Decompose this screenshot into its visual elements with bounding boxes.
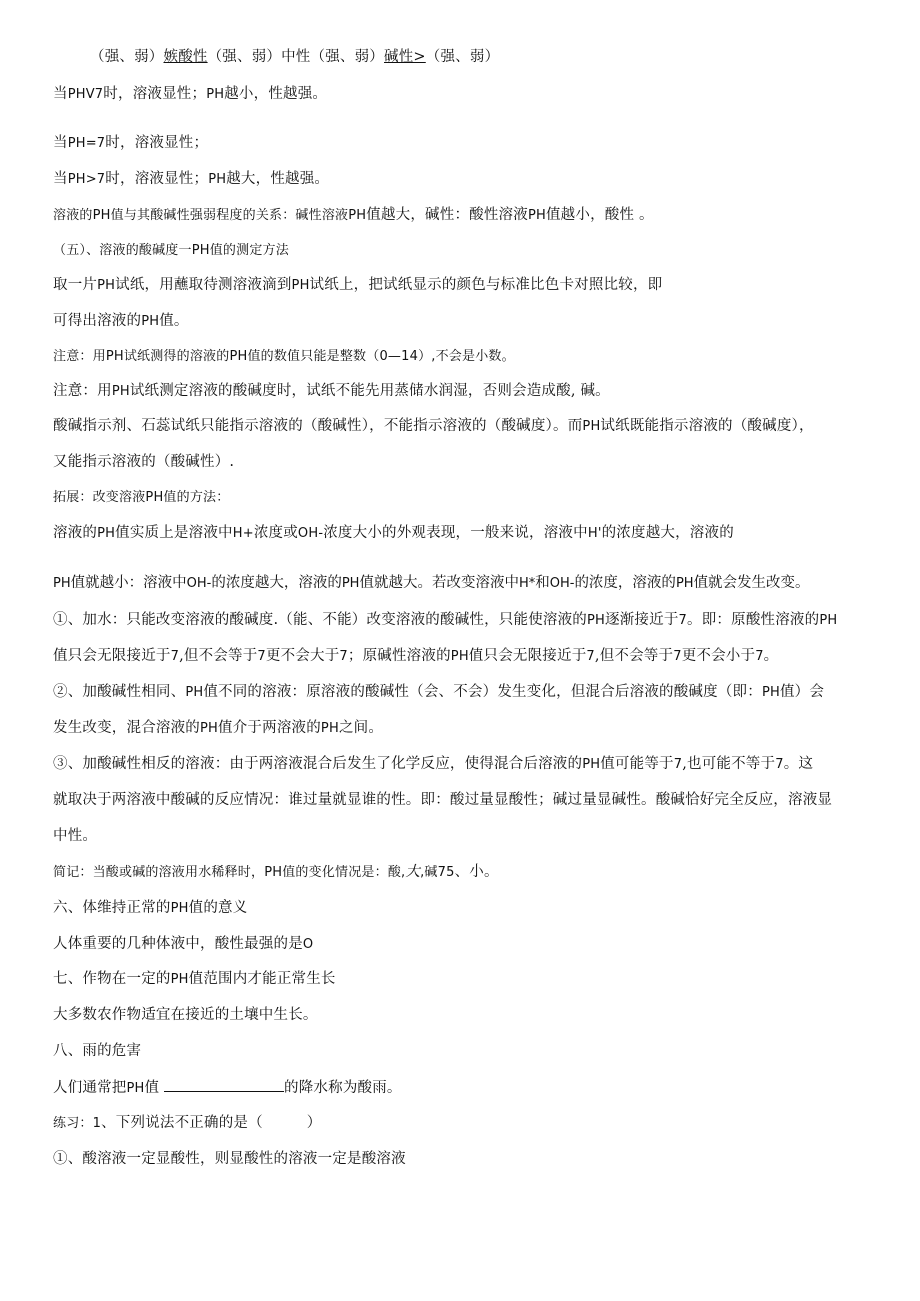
- text-span: 时，溶液显性；: [103, 86, 207, 102]
- text-span: H*: [518, 576, 536, 591]
- text-span: 试纸测定溶液的酸碱度时，试纸不能先用蒸储水润湿，否则会造成酸, 碱。: [129, 383, 610, 399]
- text-span: 的降水称为酸雨。: [284, 1080, 402, 1096]
- text-span: ①、酸溶液一定显酸性，则显酸性的溶液一定是酸溶液: [53, 1151, 406, 1167]
- text-span: 发生改变，混合溶液的: [53, 720, 200, 736]
- text-span: ①、加水：只能改变溶液的酸碱度.（能、不能）改变溶液的酸碱性，只能使溶液的: [53, 612, 588, 628]
- text-span: 当: [53, 135, 68, 151]
- text-span: 更不会小于: [681, 648, 756, 664]
- text-span: 值范围内才能正常生长: [188, 971, 336, 987]
- text-span: PH: [582, 419, 601, 434]
- text-span: 7: [673, 649, 682, 664]
- text-span: PH: [185, 685, 204, 700]
- text-span: 就取决于两溶液中酸碱的反应情况：谁过量就显谁的性。即：酸过量显酸性；碱过量显碱性。酸碱恰好完全反应，溶液显: [53, 792, 833, 808]
- text-span: 75: [437, 865, 455, 880]
- text-span: ,碱: [420, 865, 438, 880]
- text-line: [53, 934, 883, 955]
- text-span: PH: [291, 278, 310, 293]
- text-line: [53, 205, 883, 226]
- text-span: 八、雨的危害: [53, 1043, 142, 1059]
- text-span: PH: [53, 576, 71, 591]
- text-span: 人体重要的几种体液中，酸性最强的是: [53, 936, 303, 952]
- text-line: [53, 646, 883, 667]
- text-span: 取一片: [53, 277, 98, 293]
- text-span: ③、加酸碱性相反的溶液：由于两溶液混合后发生了化学反应，使得混合后溶液的: [53, 756, 583, 772]
- text-span: ②、加酸碱性相同、: [53, 684, 186, 700]
- text-span: 越大，性越强。: [226, 171, 330, 187]
- text-line: [53, 311, 883, 332]
- text-span: 当: [53, 171, 68, 187]
- text-span: 中性。: [53, 828, 98, 844]
- text-line: [53, 84, 883, 105]
- text-span: 、小。: [454, 864, 499, 880]
- text-span: 值只会无限接近于: [468, 648, 587, 664]
- text-span: 当: [53, 86, 68, 102]
- text-span: PH: [320, 721, 339, 736]
- text-span: 值: [144, 1080, 160, 1096]
- text-span: 值就越小：溶液中: [70, 575, 187, 591]
- text-span: PH: [170, 972, 189, 987]
- text-span: PH: [450, 649, 469, 664]
- fill-in-blank: [164, 1077, 284, 1092]
- text-span: 。这: [783, 756, 814, 772]
- text-span: 浓度大小的外观表现，一般来说，溶液中: [323, 525, 588, 541]
- section-heading: [53, 969, 883, 990]
- text-span: PH: [582, 757, 601, 772]
- text-span: 的浓度越大，溶液的: [211, 575, 342, 591]
- text-span: 值可能等于: [600, 756, 674, 772]
- text-span: 更不会大于: [265, 648, 340, 664]
- text-span: 之间。: [338, 720, 384, 736]
- text-span: 7: [678, 613, 688, 628]
- text-line: [53, 573, 883, 594]
- text-line: [53, 452, 883, 472]
- text-line: [53, 381, 883, 402]
- text-span: 值就会发生改变。: [693, 575, 810, 591]
- text-line: [53, 133, 883, 154]
- text-span: （五）、溶液的酸碱度一: [53, 243, 192, 258]
- text-span: 简记：当酸或碱的溶液用水稀释时，: [53, 865, 265, 880]
- text-line: [53, 1005, 883, 1025]
- text-span: PH: [141, 314, 160, 329]
- text-span: 7: [170, 649, 180, 664]
- text-span: 。: [763, 648, 779, 664]
- text-span: PH: [170, 901, 189, 916]
- text-span: PH: [264, 865, 283, 880]
- text-line: [53, 862, 883, 883]
- text-span: 值的方法：: [163, 490, 230, 505]
- text-span: 大: [405, 864, 421, 880]
- text-line: [53, 790, 883, 810]
- text-span: 值的意义: [188, 900, 248, 916]
- text-span: PH: [348, 208, 367, 223]
- text-span: 练习：: [53, 1116, 93, 1131]
- text-span: 酸碱指示剂、石蕊试纸只能指示溶液的（酸碱性），不能指示溶液的（酸碱度）。而: [53, 418, 583, 434]
- text-span: 值介于两溶液的: [218, 720, 321, 736]
- text-span: 值）会: [779, 684, 825, 700]
- text-span: （强、弱）: [90, 49, 164, 65]
- text-span: 1: [92, 1116, 102, 1131]
- text-span: 试纸，用蘸取待测溶液滴到: [115, 277, 292, 293]
- text-span: PH: [126, 1081, 145, 1096]
- text-span: 的浓度越大，溶液的: [601, 525, 734, 541]
- text-span: 、下列说法不正确的是（: [101, 1115, 263, 1131]
- text-span: 值的变化情况是：酸,: [282, 865, 406, 880]
- text-line: [53, 718, 883, 739]
- text-line: [53, 487, 883, 508]
- text-line: [53, 610, 883, 631]
- text-span: 和: [535, 575, 550, 591]
- text-span: OH-: [186, 576, 212, 591]
- text-span: H': [587, 526, 602, 541]
- text-span: PH: [92, 208, 111, 223]
- text-span: 值越大，碱性：酸性溶液: [366, 207, 528, 223]
- text-span: 试纸上，把试纸显示的颜色与标准比色卡对照比较，即: [309, 277, 663, 293]
- text-line: [90, 47, 920, 67]
- text-span: 又能指示溶液的（酸碱性）.: [53, 454, 235, 470]
- text-span: 越小，性越强。: [224, 86, 328, 102]
- text-span: PHV7: [67, 87, 104, 102]
- text-span: 值。: [159, 313, 189, 329]
- text-span: 值实质上是溶液中: [115, 525, 233, 541]
- text-span: 值就越大。若改变溶液中: [359, 575, 519, 591]
- text-span: PH>7: [67, 172, 106, 187]
- text-span: 大多数农作物适宜在接近的土壤中生长。: [53, 1007, 318, 1023]
- text-line: [53, 1077, 883, 1099]
- text-span: 拓展：改变溶液: [53, 490, 146, 505]
- text-span: PH=7: [67, 136, 106, 151]
- text-line: [53, 754, 883, 775]
- text-span: 浓度或: [253, 525, 298, 541]
- text-span: 值的测定方法: [209, 243, 289, 258]
- text-span: 7: [673, 757, 683, 772]
- text-span: H+: [232, 526, 254, 541]
- section-heading: [53, 240, 883, 261]
- text-line: [53, 826, 883, 846]
- text-span: PH: [675, 576, 694, 591]
- text-span: （强、弱）: [425, 49, 500, 65]
- text-span: 值的数值只能是整数（0—14）,不会是小数。: [247, 349, 515, 364]
- text-span: 试纸测得的溶液的: [123, 349, 230, 364]
- text-span: 的浓度，溶液的: [574, 575, 676, 591]
- text-span: 逐渐接近于: [605, 612, 679, 628]
- text-span: PH: [208, 172, 227, 187]
- text-line: [53, 682, 883, 703]
- text-line: [53, 275, 883, 296]
- text-span: 7: [755, 649, 764, 664]
- text-span: 时，溶液显性；: [105, 135, 209, 151]
- text-span: 溶液的: [53, 208, 93, 223]
- text-line: [53, 346, 883, 367]
- text-span: 可得出溶液的: [53, 313, 142, 329]
- text-line: [53, 416, 883, 437]
- text-span: PH: [206, 87, 225, 102]
- text-span: 注意：用: [53, 383, 112, 399]
- text-span: 七、作物在一定的: [53, 971, 171, 987]
- text-span: 注意：用: [53, 349, 106, 364]
- text-span: PH: [97, 278, 116, 293]
- text-span: PH: [191, 243, 210, 258]
- section-heading: [53, 898, 883, 919]
- text-span: 7: [586, 649, 595, 664]
- text-span: PH: [200, 721, 219, 736]
- text-span: 值与其酸碱性强弱程度的关系：碱性溶液: [110, 208, 349, 223]
- text-span: 7: [775, 757, 784, 772]
- text-line: [53, 169, 883, 190]
- text-span: OH-: [297, 526, 324, 541]
- text-span: PH: [229, 349, 248, 364]
- text-span: PH: [145, 490, 164, 505]
- text-span: ,但不会等于: [594, 648, 674, 664]
- text-span: ；原碱性溶液的: [347, 648, 451, 664]
- text-span: （强、弱）中性（强、弱）: [207, 49, 385, 65]
- text-span: 。即：原酸性溶液的: [687, 612, 820, 628]
- text-span: PH: [111, 384, 130, 399]
- text-span: 值不同的溶液：原溶液的酸碱性（会、不会）发生变化，但混合后溶液的酸碱度（即：: [203, 684, 762, 700]
- text-span: OH-: [549, 576, 575, 591]
- text-span: PH: [819, 613, 838, 628]
- text-span: 时，溶液显性；: [105, 171, 209, 187]
- text-span: 试纸既能指示溶液的（酸碱度），: [600, 418, 814, 434]
- text-span: 值越小，酸性 。: [545, 207, 654, 223]
- text-span: 值只会无限接近于: [53, 648, 171, 664]
- text-span: PH: [761, 685, 780, 700]
- exercise-question: [53, 1113, 883, 1134]
- text-span: O: [302, 937, 314, 952]
- text-span: 人们通常把: [53, 1080, 127, 1096]
- text-span: 碱性>: [384, 49, 426, 65]
- text-span: 7: [339, 649, 348, 664]
- text-line: [53, 523, 883, 544]
- text-span: 溶液的: [53, 525, 98, 541]
- text-span: PH: [587, 613, 606, 628]
- text-span: PH: [527, 208, 546, 223]
- text-line: [53, 1149, 883, 1169]
- text-span: ,也可能不等于: [682, 756, 776, 772]
- text-span: ）: [306, 1115, 322, 1131]
- text-span: PH: [341, 576, 360, 591]
- text-span: ,但不会等于: [179, 648, 258, 664]
- text-span: 嫉酸性: [163, 49, 208, 65]
- text-span: PH: [97, 526, 116, 541]
- text-span: PH: [105, 349, 124, 364]
- text-span: 7: [257, 649, 266, 664]
- text-span: 六、体维持正常的: [53, 900, 171, 916]
- section-heading: [53, 1041, 883, 1061]
